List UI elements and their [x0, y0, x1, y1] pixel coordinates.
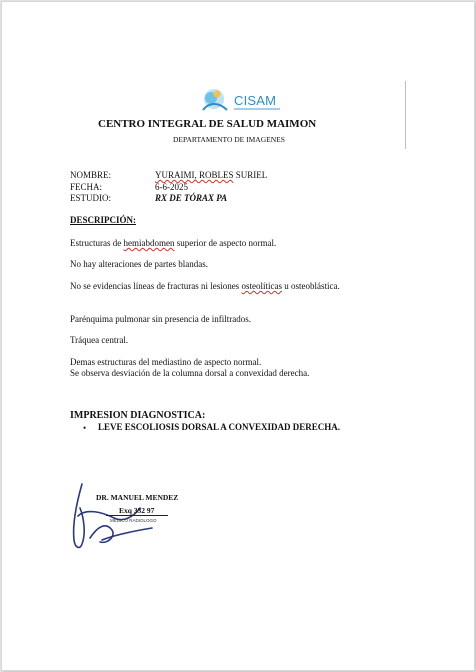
description-paragraph-3	[70, 281, 390, 292]
description-heading: DESCRIPCIÓN:	[70, 215, 137, 225]
p3-text-c: u osteoblástica.	[281, 281, 340, 291]
signature-exequatur: Exq 332 97	[119, 506, 155, 515]
description-paragraph-2: No hay alteraciones de partes blandas.	[70, 259, 208, 269]
bullet-icon: •	[83, 423, 87, 433]
name-value-flagged: YURAIMI, ROBLES	[155, 170, 234, 180]
p3-text-a: No se evidencias líneas de fracturas ni lesiones	[70, 281, 242, 291]
signature-doctor-name: DR. MANUEL MENDEZ	[96, 493, 179, 502]
p1-flagged-word: hemiabdomen	[123, 238, 175, 248]
description-paragraph-4: Parénquima pulmonar sin presencia de infiltrados.	[70, 314, 251, 324]
name-value-rest: SURIEL	[233, 170, 268, 180]
p3-flagged-word: osteolíticas	[241, 281, 282, 291]
margin-divider	[405, 81, 406, 149]
impression-heading: IMPRESION DIAGNOSTICA:	[70, 410, 206, 421]
signature-role: MEDICO RADIOLOGO	[110, 518, 157, 523]
department-subtitle: DEPARTAMENTO DE IMAGENES	[173, 135, 285, 144]
name-label: NOMBRE:	[70, 170, 112, 180]
signature-line	[106, 515, 168, 516]
p6-line-2: Se observa desviación de la columna dorsal a convexidad derecha.	[70, 368, 310, 378]
document-page	[1, 1, 475, 671]
description-paragraph-1	[70, 238, 390, 249]
study-value: RX DE TÓRAX PA	[155, 193, 228, 203]
date-label: FECHA:	[70, 182, 103, 192]
logo-emblem-icon	[195, 84, 235, 114]
study-label: ESTUDIO:	[70, 193, 111, 203]
handwritten-signature	[68, 478, 188, 554]
description-paragraph-6	[70, 357, 400, 379]
organization-title: CENTRO INTEGRAL DE SALUD MAIMON	[98, 118, 317, 130]
p1-text-a: Estructuras de	[70, 238, 124, 248]
clinic-logo	[195, 84, 285, 114]
logo-text: CISAM	[234, 93, 277, 108]
description-paragraph-5: Tráquea central.	[70, 335, 129, 345]
name-value	[155, 170, 267, 180]
p6-line-1: Demas estructuras del mediastino de aspecto normal.	[70, 357, 262, 367]
logo-tagline-mark	[234, 108, 280, 110]
date-value: 6-6-2025	[155, 182, 188, 192]
p1-text-c: superior de aspecto normal.	[174, 238, 277, 248]
impression-item: LEVE ESCOLIOSIS DORSAL A CONVEXIDAD DERECHA.	[98, 422, 341, 432]
